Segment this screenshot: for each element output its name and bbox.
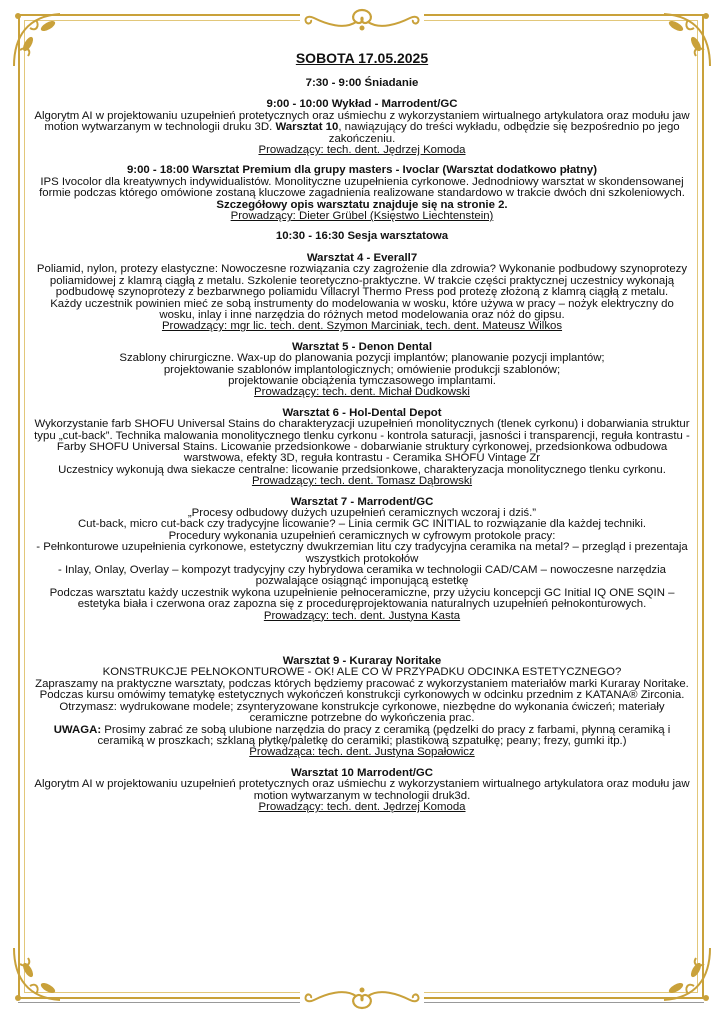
section-title: Warsztat 4 - Everall7	[306, 251, 418, 264]
session-slot: 10:30 - 16:30 Sesja warsztatowa	[275, 230, 449, 243]
section-description: Wykorzystanie farb SHOFU Universal Stains do charakteryzacji uzupełnień monolitycznych (tlenek cyrkonu) i dobarwiania struktur typu „cut-back”. Technika malowania monolitycznego tlenku cyrkonu - kontrola saturacji, jasności i transparencji, reguła kontrastu - Farby SHOFU Universal Stains. Licowanie przedsionkowe - dobarwianie struktury cyrkonowej, przedsionkowa odbudowa warstwowa, efekty 3D, reguła kontrastu - Ceramika SHOFU Vintage Zr	[34, 418, 690, 465]
section-note: UWAGA: Prosimy zabrać ze sobą ulubione narzędzia do pracy z ceramiką (pędzelki do pracy z farbami, płynną ceramiką i ceramiką w proszkach; szklaną płytkę/paletkę do ceramiki; plastikową szpatułkę; peany; frezy, gumki itp.)	[53, 723, 671, 747]
section-description: - Inlay, Onlay, Overlay – kompozyt tradycyjny czy hybrydowa ceramika w technologii CAD/CAM – nowoczesne narzędzia pozwalające osiągnąć imponującą estetkę	[58, 564, 666, 588]
section-description: KONSTRUKCJE PEŁNOKONTUROWE - OK! ALE CO W PRZYPADKU ODCINKA ESTETYCZNEGO?	[102, 666, 622, 679]
section-description: „Procesy odbudowy dużych uzupełnień ceramicznych wczoraj i dziś.”	[187, 507, 537, 519]
lecture-section	[34, 99, 690, 156]
section-description: Zapraszamy na praktyczne warsztaty, podczas których będziemy pracować z wykorzystaniem materiałów marki Kuraray Noritake. Podczas kursu omówimy tematykę estetycznych wykończeń konstrukcji cyrkonowych w odcinku przednim z KATANA® Zirconia. Otrzymasz: wydrukowane modele; zsynteryzowane konstrukcje cyrkonowe, niezbędne do wykonania ćwiczeń; materiały ceramiczne potrzebne do wykończenia prac.	[35, 677, 689, 725]
workshop-7	[34, 497, 690, 622]
section-lead: Prowadzący: tech. dent. Jędrzej Komoda	[258, 800, 466, 813]
section-description: Algorytm AI w projektowaniu uzupełnień protetycznych oraz uśmiechu z wykorzystaniem wirtualnego artykulatora oraz modułu jaw motion wytwarzanym w technologii druku 3D. Warsztat 10, nawiązujący do treści wykładu, odbędzie się bezpośrednio po jego zakończeniu.	[34, 109, 690, 145]
section-lead: Prowadząca: tech. dent. Justyna Sopałowicz	[249, 746, 475, 759]
section-description: Procedury wykonania uzupełnień ceramicznych w cyfrowym protokole pracy:	[168, 529, 556, 542]
corner-flourish-icon	[646, 938, 716, 1008]
section-description: Szablony chirurgiczne. Wax-up do planowania pozycji implantów; planowanie pozycji implantów;	[119, 352, 605, 365]
section-description: projektowanie szablonów implantologicznych; omówienie produkcji szablonów;	[163, 363, 561, 376]
corner-flourish-icon	[8, 938, 78, 1008]
section-description: Algorytm AI w projektowaniu uzupełnień protetycznych oraz uśmiechu z wykorzystaniem wirtualnego artykulatora oraz modułu jaw motion wytwarzanym w technologii druk3d.	[34, 778, 690, 802]
section-description: Podczas warsztatu każdy uczestnik wykona uzupełnienie pełnoceramiczne, przy użyciu koncepcji GC Initial IQ ONE SQIN – estetyka biała i czerwona oraz zapozna się z proceduręprojektowania naturalnych uzupełnień pełnokonturowych.	[49, 586, 675, 611]
workshop-5	[34, 342, 690, 399]
breakfast-slot: 7:30 - 9:00 Śniadanie	[305, 77, 419, 89]
premium-section	[34, 165, 690, 222]
section-description: IPS Ivocolor dla kreatywnych indywidualistów. Monolityczne uzupełnienia cyrkonowe. Jednodniowy warsztat w skondensowanej formie podczas którego omówione zostaną kluczowe zagadnienia realizowane standardowo w trakcie dwóch dni szkoleniowych. Szczegółowy opis warsztatu znajduje się na stronie 2.	[39, 175, 685, 211]
section-lead: Prowadzący: tech. dent. Tomasz Dąbrowski	[251, 475, 473, 488]
section-lead: Prowadzący: tech. dent. Michał Dudkowski	[254, 386, 470, 399]
workshop-6	[34, 408, 690, 488]
schedule-content	[34, 50, 690, 822]
section-description: projektowanie obciążenia tymczasowego implantami.	[228, 374, 496, 387]
page-title: SOBOTA 17.05.2025	[295, 50, 429, 66]
section-title: 9:00 - 18:00 Warsztat Premium dla grupy masters - Ivoclar (Warsztat dodatkowo płatny)	[126, 164, 598, 177]
section-title: Warsztat 5 - Denon Dental	[291, 340, 433, 353]
section-title: Warsztat 10 Marrodent/GC	[291, 766, 433, 779]
section-lead: Prowadzący: Dieter Grübel (Księstwo Liechtenstein)	[230, 210, 494, 223]
top-scroll-ornament-icon	[300, 4, 424, 34]
section-lead: Prowadzący: tech. dent. Justyna Kasta	[263, 609, 461, 622]
workshop-4	[34, 253, 690, 333]
workshop-10	[34, 768, 690, 814]
section-lead: Prowadzący: tech. dent. Jędrzej Komoda	[258, 144, 466, 157]
section-description: Każdy uczestnik powinien mieć ze sobą instrumenty do modelowania w wosku, które używa w pracy – nożyk elektryczny do wosku, inlay i inne narzędzia do różnych metod modelowania oraz nóż do gipsu.	[50, 297, 674, 321]
section-description: Poliamid, nylon, protezy elastyczne: Nowoczesne rozwiązania czy zagrożenie dla zdrowia? Wykonanie podbudowy szynoprotezy poliamidowej z klamrą ciągłą z metalu. Szkolenie teoretyczno-praktyczne. W trakcie części praktycznej uczestnicy wykonają podbudowę szynoprotezy z bezbarwnego poliamidu Villacryl Thermo Press pod protezę złożoną z klamrą ciągłą z metalu.	[36, 263, 688, 299]
section-title: 9:00 - 10:00 Wykład - Marrodent/GC	[266, 98, 458, 111]
section-description: Cut-back, micro cut-back czy tradycyjne licowanie? – Linia cermik GC INITIAL to rozwiązanie dla każdej techniki.	[77, 518, 647, 531]
section-description: Uczestnicy wykonują dwa siekacze centralne: licowanie przedsionkowe, charakteryzacja monolitycznego tlenku cyrkonu.	[58, 463, 666, 476]
section-lead: Prowadzący: mgr lic. tech. dent. Szymon Marciniak, tech. dent. Mateusz Wilkos	[161, 320, 563, 333]
section-title: Warsztat 7 - Marrodent/GC	[290, 495, 434, 508]
workshop-9	[34, 656, 690, 759]
bottom-scroll-ornament-icon	[300, 984, 424, 1014]
section-title: Warsztat 9 - Kuraray Noritake	[282, 655, 442, 668]
section-description: - Pełnkonturowe uzupełnienia cyrkonowe, estetyczny dwukrzemian litu czy tradycyjna ceramika na metal? – przegląd i prezentaja wszystkich protokołów	[36, 541, 688, 565]
section-title: Warsztat 6 - Hol-Dental Depot	[282, 406, 442, 419]
